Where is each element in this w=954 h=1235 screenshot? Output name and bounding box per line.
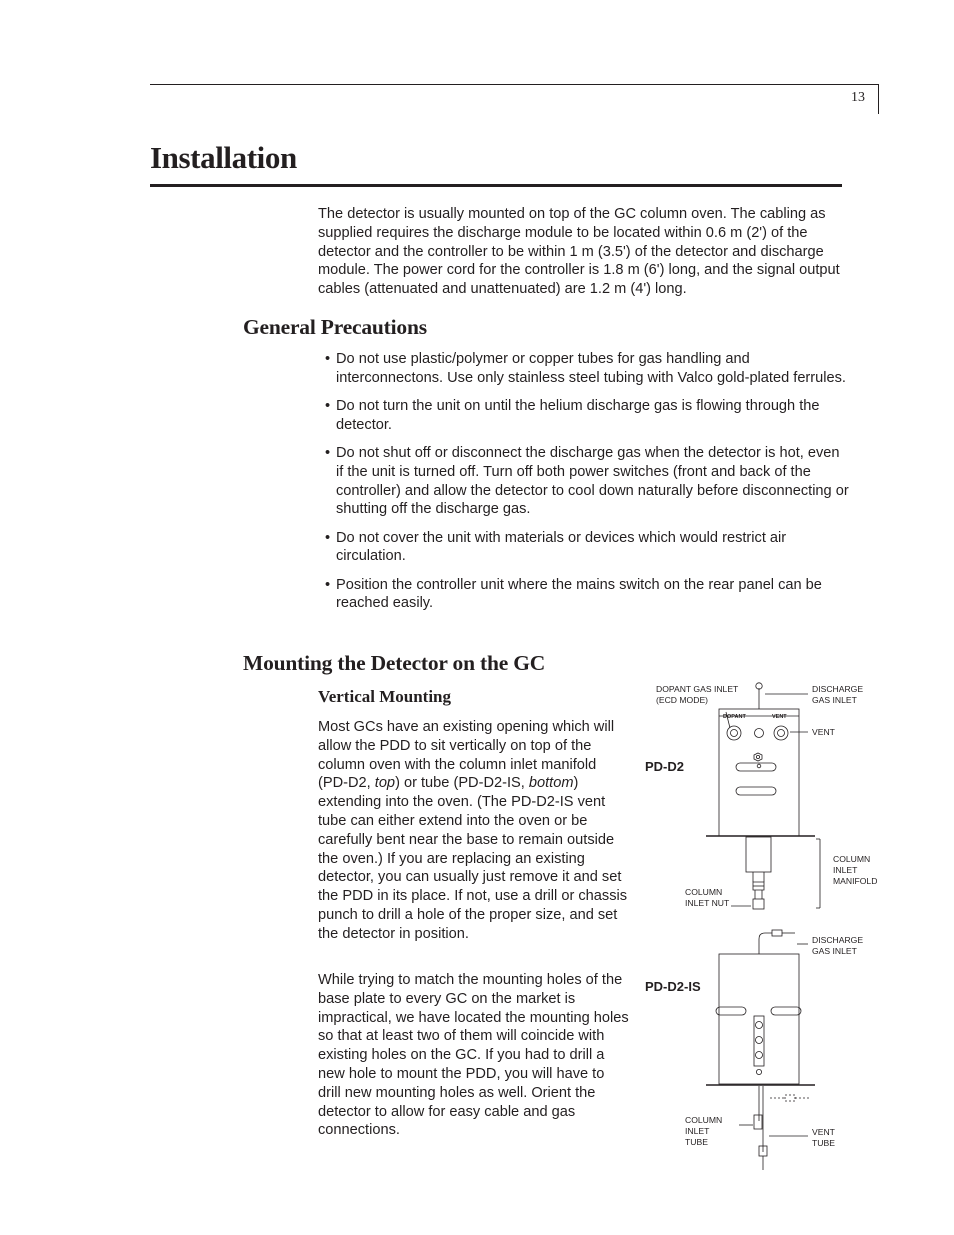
list-item [325,444,850,519]
list-item-text: Position the controller unit where the mains switch on the rear panel can be reached easily. [336,576,822,612]
list-item-text: Do not shut off or disconnect the discharge gas when the detector is hot, even if the unit is turned off. Turn off both power switches (front and back of the controller) and allow the detector to cool down naturally before disconnecting or shutting off the discharge gas. [336,444,849,518]
column-inlet-manifold-line3: MANIFOLD [833,876,878,886]
text-run: ) extending into the oven. (The PD-D2-IS vent tube can either extend into the oven or be carefully bent near the base to remain outside the oven.) If you are replacing an existing detector, you can usually just remove it and set the PDD in its place. If not, use a drill or chassis punch to drill a hole of the proper size, and set the detector in position. [318,775,628,942]
discharge-gas-inlet-label-line2: GAS INLET [812,695,857,705]
list-item [325,576,850,614]
text-run: Most GCs have an existing opening which will allow the PDD to sit vertically on top of the column oven with the column inlet manifold (PD-D2, [318,719,615,792]
precautions-list [325,350,850,623]
bullet-icon: • [325,529,331,546]
detector-mounting-diagram [640,676,900,1176]
bullet-icon: • [325,397,331,414]
header-rule-tick [878,84,879,114]
is-discharge-gas-inlet-line2: GAS INLET [812,946,857,956]
dopant-gas-inlet-label: DOPANT GAS INLET [656,684,739,694]
mounting-paragraph-2: While trying to match the mounting holes of the base plate to every GC on the market is impractical, we have located the mounting holes so that at least two of them will coincide with existing holes on the GC. If you had to drill a new hole to mount the PDD, you will have to drill new mounting holes as well. Orient the detector to allow for easy cable and gas connections. [318,972,629,1139]
text-run: ) or tube (PD-D2-IS, [395,775,529,792]
bullet-icon: • [325,576,331,593]
section-heading-mounting: Mounting the Detector on the GC [243,651,546,675]
vent-port-label: VENT [772,714,787,720]
list-item-text: Do not use plastic/polymer or copper tubes for gas handling and interconnectons. Use only stainless steel tubing with Valco gold-plated ferrules. [336,351,846,386]
discharge-gas-inlet-label-line1: DISCHARGE [812,684,864,694]
header-rule [150,84,879,85]
vent-tube-line2: TUBE [812,1138,835,1148]
text-run-italic: top [374,775,396,792]
intro-paragraph: The detector is usually mounted on top of the GC column oven. The cabling as supplied requires the discharge module to be located within 0.6 m (2') of the detector and the controller to be within 1 m (3.5') of the detector and discharge module. The power cord for the controller is 1.8 m (6') long, and the signal output cables (attenuated and unattenuated) are 1.2 m (4') long. [318,206,840,298]
column-inlet-manifold-line1: COLUMN [833,854,871,864]
dopant-port-label: DOPANT [723,714,746,720]
page-number: 13 [851,90,865,105]
page-title: Installation [150,140,297,175]
list-item [325,397,850,435]
pd-d2-is-label: PD-D2-IS [645,979,701,994]
pd-d2-label: PD-D2 [645,759,685,774]
subsection-heading-vertical: Vertical Mounting [318,687,452,706]
mounting-paragraph-1 [318,718,630,944]
bullet-icon: • [325,351,331,367]
list-item [325,529,850,567]
bullet-icon: • [325,444,331,461]
pd-d2-drawing [706,683,820,909]
text-run-italic: bottom [528,775,574,792]
list-item-text: Do not cover the unit with materials or devices which would restrict air circulation. [336,529,787,565]
column-inlet-tube-line3: TUBE [685,1137,708,1147]
column-inlet-nut-line2: INLET NUT [685,898,730,908]
title-rule [150,184,842,187]
is-discharge-gas-inlet-line1: DISCHARGE [812,935,864,945]
vent-label: VENT [812,727,835,737]
vent-tube-line1: VENT [812,1127,835,1137]
section-heading-precautions: General Precautions [243,315,427,339]
list-item [325,350,850,388]
list-item-text: Do not turn the unit on until the helium discharge gas is flowing through the detector. [336,397,820,433]
ecd-mode-label: (ECD MODE) [656,695,709,705]
column-inlet-nut-line1: COLUMN [685,887,723,897]
column-inlet-manifold-line2: INLET [833,865,858,875]
pd-d2-is-drawing [706,930,815,1170]
column-inlet-tube-line1: COLUMN [685,1115,723,1125]
column-inlet-tube-line2: INLET [685,1126,710,1136]
